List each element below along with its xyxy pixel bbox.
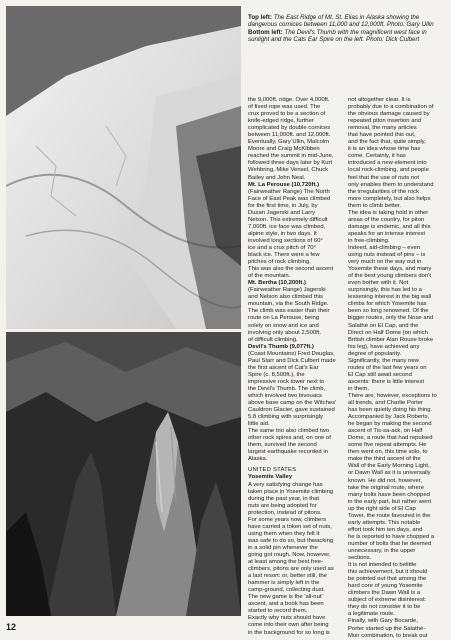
- body-line: of the best young climbers don't: [348, 273, 431, 280]
- body-line: repeated piton insertion and: [348, 118, 422, 125]
- body-line: above base camp on the Witches': [248, 400, 337, 407]
- body-line: and Nelson also climbed this: [248, 294, 323, 301]
- body-line: using them when they felt it: [248, 530, 320, 537]
- body-line: reached the summit in mid-June,: [248, 153, 334, 160]
- body-line: (Fairweather Range) The North: [248, 188, 330, 195]
- body-line: during the past year, in that: [248, 495, 320, 502]
- body-line: Wehbring, Mike Vensel, Chuck: [248, 167, 329, 174]
- body-line: in them.: [348, 385, 369, 392]
- body-line: up the right side of El Cap: [348, 505, 416, 512]
- body-line: even bother with it. Not: [348, 280, 409, 287]
- body-line: Finally, with Gary Bocarde,: [348, 618, 418, 625]
- body-line: taken place in Yosemite climbing: [248, 488, 334, 495]
- body-line: number of bolts that he deemed: [348, 540, 432, 547]
- body-line: camp-ground, collecting dust.: [248, 587, 325, 594]
- body-line: Significantly, the many new: [348, 357, 419, 364]
- section-heading: Mt. Bertha (10,200ft.): [248, 280, 306, 287]
- body-line: knife-edged ridge, further: [248, 118, 314, 125]
- body-line: Bailey and John Neal.: [248, 174, 306, 181]
- body-line: probably due to a combination of: [348, 104, 434, 111]
- body-line: surprisingly, this has led to a: [348, 287, 422, 294]
- body-line: involved long sections of 60°: [248, 237, 323, 244]
- body-line: and the fact that, quite simply,: [348, 139, 426, 146]
- body-line: black ice. There were a few: [248, 252, 320, 259]
- body-line: British climber Alan Rouse broke: [348, 336, 434, 343]
- body-line: Accompanied by Jack Roberts,: [348, 414, 430, 421]
- body-line: degree of popularity.: [348, 350, 402, 357]
- region-heading: UNITED STATES: [248, 467, 297, 474]
- body-line: 5.8 climbing with surprisingly: [248, 414, 323, 421]
- body-line: Wall of the Early Morning Light,: [348, 463, 430, 470]
- body-line: impressive rock tower next to: [248, 378, 325, 385]
- body-line: This was also the second ascent: [248, 266, 334, 273]
- body-line: damage is endemic, and all this: [348, 223, 431, 230]
- text-column-1: [248, 97, 346, 637]
- caption-top-left-text: The East Ridge of Mt. St. Elias in Alaska showing the dangerous cornices between 11,000 and 12,000ft. Photo: Gary Ullin: [248, 14, 434, 29]
- body-line: of the mountain.: [248, 273, 291, 280]
- body-line: Paul Starr and Dick Culbert made: [248, 357, 336, 364]
- body-line: ice and a crux pitch of 70°: [248, 244, 316, 251]
- body-line: climbs for which Yosemite has: [348, 301, 427, 308]
- body-line: El Cap still await second: [348, 371, 412, 378]
- body-line: for the first time, in July, by: [248, 202, 318, 209]
- body-line: he began by making the second: [348, 421, 432, 428]
- body-line: has been quietly doing his thing.: [348, 407, 433, 414]
- body-line: take the original route, where: [348, 484, 424, 491]
- body-line: speaks for an intense interest: [348, 230, 425, 237]
- body-line: early attempts. This notable: [348, 519, 421, 526]
- body-line: solely on snow and ice and: [248, 322, 319, 329]
- body-line: between 11,000ft. and 12,000ft.: [248, 132, 331, 139]
- body-line: which involved two bivouacs: [248, 392, 322, 399]
- body-line: come. Certainly, it has: [348, 153, 406, 160]
- section-heading: Devil's Thumb (9,077ft.): [248, 343, 314, 350]
- body-line: other rock spires and, on one of: [248, 435, 331, 442]
- body-line: in a solid pin whenever the: [248, 544, 318, 551]
- body-line: more completely, but also helps: [348, 195, 431, 202]
- body-line: of fixed rope was used. The: [248, 104, 321, 111]
- body-line: was safe to do so, but thwacking: [248, 537, 334, 544]
- body-line: pitches of rock climbing.: [248, 259, 311, 266]
- body-line: protection, instead of pitons.: [248, 509, 322, 516]
- body-line: largest earthquake recorded in: [248, 449, 328, 456]
- body-line: For some years now, climbers: [248, 516, 327, 523]
- body-line: Indeed, aid-climbing – even: [348, 244, 421, 251]
- body-line: route on La Perouse, being: [248, 315, 320, 322]
- body-line: A very satisfying change has: [248, 481, 323, 488]
- body-line: followed three days later by Kurt: [248, 160, 333, 167]
- body-line: mountain, via the South Ridge.: [248, 301, 329, 308]
- body-line: going got rough. Now, however,: [248, 552, 331, 558]
- body-line: complicated by double cornices: [248, 125, 331, 132]
- body-line: unnecessary, in the upper: [348, 548, 416, 554]
- body-line: ascent of Tis-sa-ack, on Half: [348, 428, 423, 435]
- body-line: Cauldron Glacier, gave sustained: [248, 407, 335, 414]
- photo-st-elias-ridge: [6, 6, 241, 329]
- photo-captions: [248, 14, 444, 44]
- section-heading: Mt. La Perouse (10,720ft.): [248, 181, 320, 188]
- body-line: effort took him ten days, and: [348, 526, 423, 533]
- body-line: There are, however, exceptions to: [348, 392, 437, 399]
- body-line: nuts are being adopted for: [248, 502, 317, 509]
- body-line: Muir combination, to break out: [348, 632, 428, 639]
- body-line: at least among the best free-: [248, 559, 323, 566]
- body-line: make the third ascent of the: [348, 456, 421, 463]
- body-line: Dome, a route that had repulsed: [348, 435, 433, 442]
- body-line: lessening interest in the big wall: [348, 294, 432, 301]
- body-line: the first ascent of Cat's Ear: [248, 364, 319, 371]
- body-line: Spire (c. 8,500ft.), the: [248, 371, 305, 378]
- body-line: involving only about 2,500ft.: [248, 329, 322, 336]
- body-line: only enables them to understand: [348, 181, 434, 188]
- body-line: Face of East Peak was climbed: [248, 195, 331, 202]
- body-line: areas of the country, for piton: [348, 216, 425, 223]
- body-line: Porter started up the Salathé-: [348, 625, 426, 632]
- body-line: Eventually, Gary Ullin, Malcolm: [248, 139, 330, 146]
- body-line: the 9,000ft. ridge. Over 4,000ft.: [248, 97, 330, 103]
- body-line: they do not consider it to be: [348, 604, 421, 611]
- body-line: the Devil's Thumb. The climb,: [248, 385, 326, 392]
- body-line: 7,000ft. ice face was climbed,: [248, 223, 326, 230]
- body-line: Salathé on El Cap, and the: [348, 322, 419, 329]
- body-line: in free-climbing.: [348, 237, 390, 244]
- body-line: some five repeat attempts. He: [348, 442, 427, 449]
- body-line: ascents: there is little interest: [348, 378, 424, 385]
- body-line: Exactly why nuts should have: [248, 615, 326, 622]
- body-line: Nelson. This extremely difficult: [248, 216, 328, 223]
- body-line: It is not intended to belittle: [348, 562, 417, 569]
- body-line: bigger routes, only the Nose and: [348, 315, 434, 322]
- text-column-2: [348, 97, 447, 640]
- body-line: not altogether clear. It is: [348, 97, 411, 103]
- body-line: in the background for so long is: [248, 629, 330, 636]
- body-line: Yosemite these days, and many: [348, 266, 432, 273]
- body-line: them, survived the second: [248, 442, 317, 449]
- body-line: alpine style, in two days. It: [248, 230, 317, 237]
- body-line: feel that the use of nuts not: [348, 174, 420, 181]
- body-line: The new game is the 'all-nut': [248, 594, 323, 601]
- body-line: (Fairweather Range) Jagerski: [248, 287, 326, 294]
- body-line: or Dawn Wall as it is universally: [348, 470, 431, 477]
- body-line: The idea is taking hold in other: [348, 209, 429, 216]
- body-line: climbers, pitons are only used as: [248, 566, 334, 573]
- body-line: (Coast Mountains) Fred Douglas,: [248, 350, 335, 357]
- body-line: Direct on Half Dome (on which: [348, 329, 428, 336]
- body-line: come into their own after being: [248, 622, 329, 629]
- body-line: started to record them.: [248, 608, 308, 615]
- body-line: introduced a new element into: [348, 160, 427, 167]
- body-line: climbers the Dawn Wall is a: [348, 590, 421, 597]
- body-line: have carried a token set of nuts,: [248, 523, 332, 530]
- body-line: The climb was easier than their: [248, 308, 330, 315]
- body-line: hammer is simply left in the: [248, 580, 320, 587]
- body-line: Moore and Craig McKibben: [248, 146, 320, 153]
- body-line: many bolts have been chopped: [348, 491, 430, 498]
- body-line: that have pointed this out,: [348, 132, 416, 139]
- body-line: the irregularities of the rock: [348, 188, 420, 195]
- body-line: subject of extreme disinterest:: [348, 597, 427, 604]
- body-line: Tower, the route favoured in the: [348, 512, 431, 519]
- caption-bottom-left-label: Bottom left:: [248, 28, 283, 36]
- page-number: 12: [6, 622, 17, 632]
- body-line: very much on the way out in: [348, 259, 422, 266]
- body-line: known. He did not, however,: [348, 477, 423, 484]
- body-line: little aid.: [248, 421, 270, 428]
- body-line: Alaska.: [248, 456, 268, 463]
- body-line: be pointed out that among the: [348, 576, 427, 583]
- body-line: the obvious damage caused by: [348, 111, 430, 118]
- body-line: removal, the many articles: [348, 125, 417, 132]
- body-line: of difficult climbing.: [248, 336, 298, 343]
- body-line: local rock-climbing, and people: [348, 167, 429, 174]
- body-line: crux proved to be a section of: [248, 111, 326, 118]
- body-line: then went on, this time solo, to: [348, 449, 428, 456]
- body-line: been so long renowned. Of the: [348, 308, 429, 315]
- section-heading: Yosemite Valley: [248, 474, 293, 481]
- body-line: The same trio also climbed two: [248, 428, 330, 435]
- body-line: ascent, and a book has been: [248, 601, 324, 608]
- body-line: sections.: [348, 555, 372, 562]
- photo-devils-thumb: [6, 332, 241, 616]
- body-line: this achievement, but it should: [348, 569, 428, 576]
- caption-top-left-label: Top left:: [248, 14, 272, 21]
- body-line: hard core of young Yosemite: [348, 583, 423, 590]
- body-line: he is reported to have chopped a: [348, 533, 435, 540]
- body-line: all trends, and Charlie Porter: [348, 400, 423, 407]
- caption-bottom-left-text: The Devil's Thumb with the magnificent west face in sunlight and the Cats Ear Spire on the left. Photo: Dick Culbert: [248, 28, 427, 44]
- body-line: in the early part, but rather went: [348, 498, 432, 505]
- body-line: them to climb better.: [348, 202, 402, 209]
- body-line: a legitimate route.: [348, 611, 395, 618]
- body-line: routes of the last few years on: [348, 364, 427, 371]
- body-line: using nuts instead of pins – is: [348, 252, 426, 259]
- body-line: his leg), have achieved any: [348, 343, 420, 350]
- body-line: a last resort: or, better still, the: [248, 573, 327, 580]
- body-line: it is an idea whose time has: [348, 146, 421, 153]
- body-line: Dusan Jagerski and Larry: [248, 209, 316, 216]
